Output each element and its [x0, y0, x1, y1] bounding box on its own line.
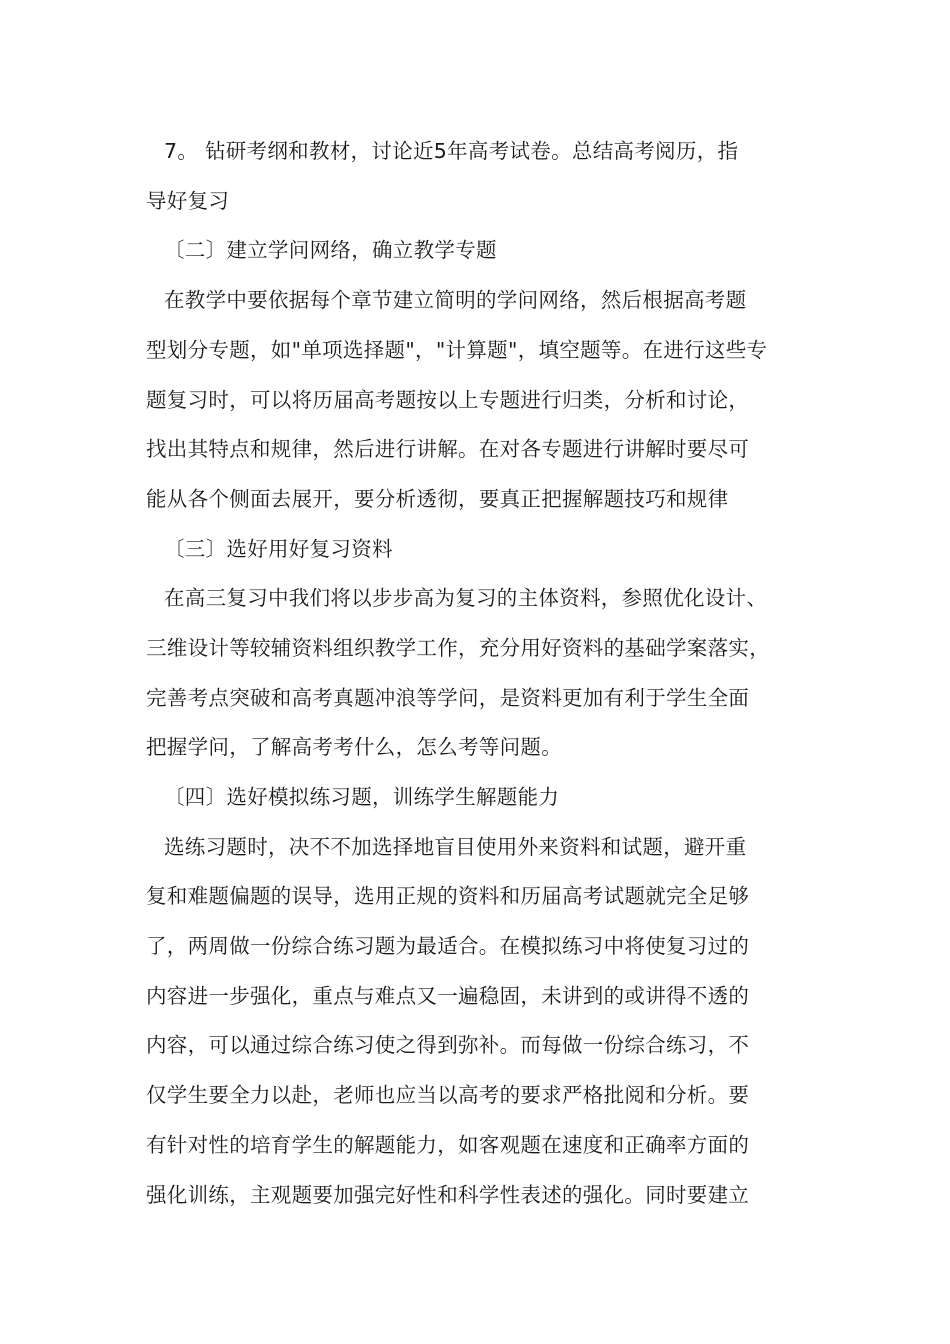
- text-line-11: 三维设计等较辅资料组织教学工作，充分用好资料的基础学案落实，: [146, 636, 770, 660]
- text-line-5: 型划分专题，如"单项选择题"，"计算题"，填空题等。在进行这些专: [146, 338, 768, 362]
- text-line-2: 导好复习: [146, 189, 230, 213]
- section-heading-2: 〔二〕建立学问网络，确立教学专题: [164, 238, 497, 262]
- text-line-15: 选练习题时，决不不加选择地盲目使用外来资料和试题，避开重: [164, 835, 747, 859]
- text-line-17: 了，两周做一份综合练习题为最适合。在模拟练习中将使复习过的: [146, 934, 750, 958]
- text-line-16: 复和难题偏题的误导，选用正规的资料和历届高考试题就完全足够: [146, 884, 750, 908]
- text-line-1: 7。 钻研考纲和教材，讨论近5年高考试卷。总结高考阅历，指: [164, 139, 739, 163]
- text-line-12: 完善考点突破和高考真题冲浪等学问，是资料更加有利于学生全面: [146, 686, 750, 710]
- text-line-21: 有针对性的培育学生的解题能力，如客观题在速度和正确率方面的: [146, 1133, 750, 1157]
- text-line-8: 能从各个侧面去展开，要分析透彻，要真正把握解题技巧和规律: [146, 487, 729, 511]
- text-line-10: 在高三复习中我们将以步步高为复习的主体资料，参照优化设计、: [164, 586, 768, 610]
- text-line-22: 强化训练，主观题要加强完好性和科学性表述的强化。同时要建立: [146, 1183, 750, 1207]
- text-line-4: 在教学中要依据每个章节建立简明的学问网络，然后根据高考题: [164, 288, 747, 312]
- text-line-6: 题复习时，可以将历届高考题按以上专题进行归类，分析和讨论，: [146, 388, 750, 412]
- section-heading-3: 〔三〕选好用好复习资料: [164, 537, 393, 561]
- text-line-13: 把握学问，了解高考考什么，怎么考等问题。: [146, 735, 562, 759]
- text-line-7: 找出其特点和规律，然后进行讲解。在对各专题进行讲解时要尽可: [146, 437, 750, 461]
- text-line-18: 内容进一步强化，重点与难点又一遍稳固，未讲到的或讲得不透的: [146, 984, 750, 1008]
- text-line-20: 仅学生要全力以赴，老师也应当以高考的要求严格批阅和分析。要: [146, 1083, 750, 1107]
- text-line-19: 内容，可以通过综合练习使之得到弥补。而每做一份综合练习，不: [146, 1033, 750, 1057]
- section-heading-4: 〔四〕选好模拟练习题，训练学生解题能力: [164, 785, 560, 809]
